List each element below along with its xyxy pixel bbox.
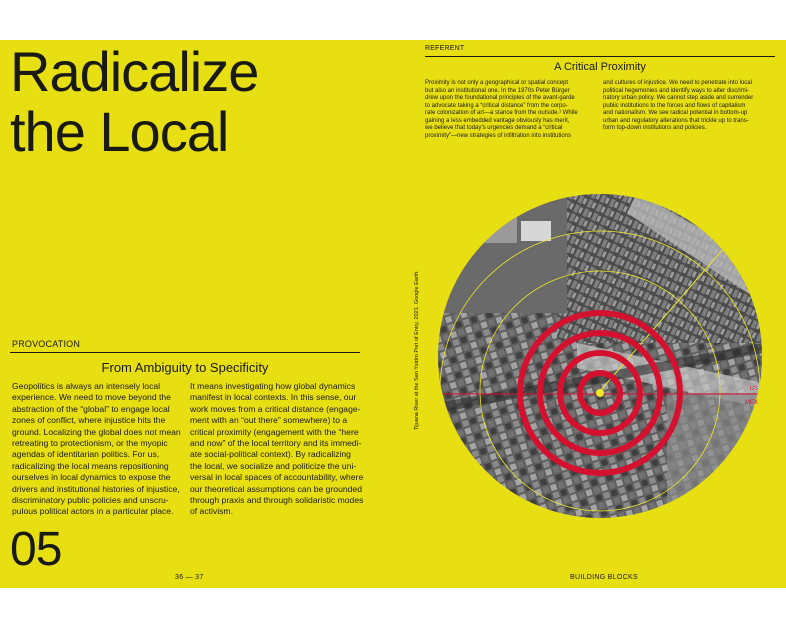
map-label-mex: MEX [744, 400, 758, 406]
body-line: and cultures of injustice. We need to penetrate into local [603, 80, 752, 86]
photo-caption: Tijuana River at the San Ysidro Port of Entry, 2021. Google Earth. [414, 270, 420, 430]
section-label-provocation: PROVOCATION [12, 339, 81, 349]
body-line: work moves from a critical distance (engage- [190, 403, 361, 414]
body-line: Proximity is not only a geographical or spatial concept [425, 80, 569, 86]
chapter-number: 05 [10, 523, 62, 576]
left-body-column-2 [190, 381, 365, 518]
body-line: but also an institutional one. In the 1970s Peter Bürger [425, 87, 570, 94]
body-line: natory urban policy. We cannot step aside and surrender [603, 95, 754, 101]
body-line: we believe that today’s urgencies demand a “critical [425, 125, 563, 131]
title-line-2: the Local [10, 100, 229, 163]
body-line: discriminatory public policies and unscru- [12, 495, 169, 506]
body-line: the local, we socialize and politicize the uni- [190, 460, 357, 471]
right-body-column-1 [425, 80, 597, 140]
body-line: drew upon the foundational principles of the avant-garde [425, 95, 575, 101]
left-heading: From Ambiguity to Specificity [101, 360, 269, 375]
body-line: public institutions to the forces and flows of capitalism [603, 102, 746, 109]
body-line: ourselves in local dynamics to expose the [12, 472, 171, 483]
body-line: It means investigating how global dynamics [190, 381, 356, 391]
body-line: our theoretical assumptions can be grounded [190, 483, 362, 494]
body-line: political hegemonies and identify ways to alter discrimi- [603, 87, 750, 94]
body-line: to advocate taking a “critical distance” from the corpo- [425, 102, 568, 109]
divider-right [425, 56, 775, 57]
right-body-column-2 [603, 80, 775, 133]
body-line: of activism. [190, 506, 233, 517]
body-line: radicalizing the local means repositioning [12, 460, 169, 471]
aerial-map-circle-icon [437, 193, 763, 519]
map-label-us: US [749, 386, 758, 392]
body-line: ate social-political context). By radicalizing [190, 449, 351, 460]
body-line: through praxis and through solidaristic modes [190, 495, 364, 506]
running-footer: BUILDING BLOCKS [570, 574, 638, 581]
divider-left [10, 352, 360, 353]
page-numbers: 36 — 37 [175, 574, 204, 581]
body-line: zones of conflict, where injustice hits the [12, 415, 166, 426]
body-line: urban and regulatory alterations that trickle up to trans- [603, 117, 749, 124]
body-line: retreating to protectionism, or the myopic [12, 438, 168, 449]
body-line: abstraction of the “global” to engage local [12, 403, 170, 414]
body-line: proximity”—new strategies of infiltration into institutions [425, 132, 572, 139]
title-line-1: Radicalize [10, 40, 259, 103]
body-line: ground. Localizing the global does not mean [12, 426, 181, 437]
body-line: ment with an “out there” somewhere) to a [190, 415, 348, 426]
body-line: agendas of identitarian politics. For us, [12, 449, 160, 460]
body-line: rate colonization of art—a stance from the outside.¹ While [425, 110, 578, 116]
body-line: drivers and institutional histories of injustice, [12, 483, 180, 494]
body-line: Geopolitics is always an intensely local [12, 381, 161, 391]
body-line: gaining a less embedded vantage obviously has merit, [425, 117, 570, 124]
body-line: form top-down institutions and policies. [603, 125, 707, 131]
body-line: and nationalism. We see radical potential in bottom-up [603, 110, 748, 116]
right-heading: A Critical Proximity [554, 61, 646, 73]
body-line: manifest in local contexts. In this sense, our [190, 392, 357, 403]
left-body-column-1 [12, 381, 187, 518]
book-spread [0, 40, 786, 588]
aerial-photo [437, 193, 763, 519]
page-title [10, 42, 258, 162]
body-line: and now” of the local territory and its immedi- [190, 438, 362, 449]
body-line: versal in local spaces of accountability, where [190, 472, 364, 483]
body-line: pulous political actors in a particular place. [12, 506, 174, 517]
body-line: experience. We need to move beyond the [12, 392, 171, 403]
body-line: critical proximity (engagement with the “here [190, 426, 359, 437]
section-label-referent: REFERENT [425, 45, 465, 52]
